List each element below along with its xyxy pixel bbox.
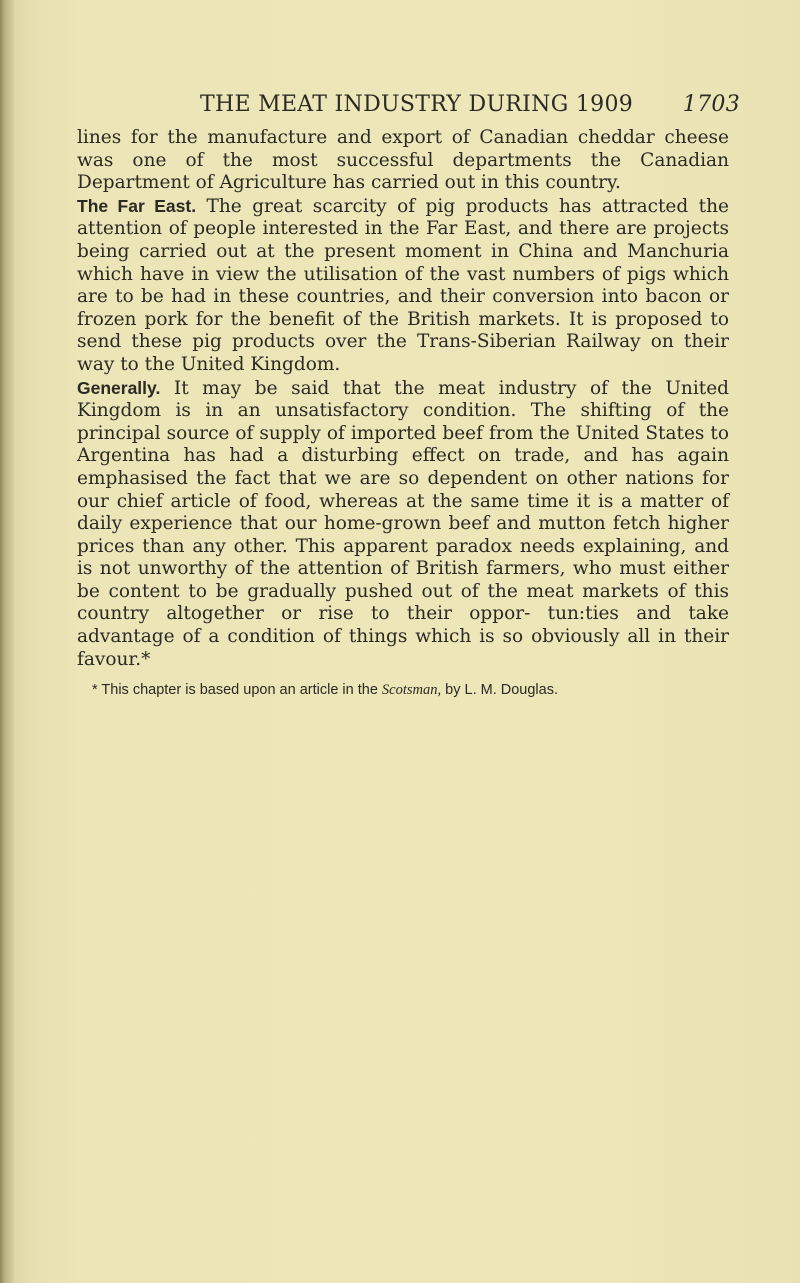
paragraph-text: The great scarcity of pig products has attracted the attention of people interested in the Far East, and there are projects being carried out at the present moment in China and Manchuria which have in view the utilisation of the vast numbers of pigs which are to be had in these countries, and their conversion into bacon or frozen pork for the benefit of the British markets. It is proposed to send these pig products over the Trans-Siberian Railway on their way to the United Kingdom. xyxy=(77,195,729,375)
footnote-source: Scotsman, xyxy=(381,682,442,698)
running-header xyxy=(200,92,740,124)
paragraph-generally xyxy=(77,377,729,672)
paragraph-continuation xyxy=(77,127,729,195)
page-spine-edge xyxy=(0,0,14,1283)
body-text xyxy=(77,127,729,671)
footnote-suffix: by L. M. Douglas. xyxy=(445,682,558,698)
paragraph-far-east xyxy=(77,195,729,377)
footnote xyxy=(92,681,752,699)
section-heading-generally: Generally. xyxy=(77,377,161,398)
paragraph-text: It may be said that the meat industry of the United Kingdom is in an unsatisfactory condition. The shifting of the principal source of supply of imported beef from the United States to Argentina has had a disturbing effect on trade, and has again emphasised the fact that we are so dependent on other nations for our chief article of food, whereas at the same time it is a matter of daily experience that our home-grown beef and mutton fetch higher prices than any other. This apparent paradox needs explaining, and is not unworthy of the attention of British farmers, who must either be content to be gradually pushed out of the meat markets of this country altogether or rise to their oppor- tun:ties and take advantage of a condition of things which is so obviously all in their favour.* xyxy=(77,377,729,670)
page-number: 1703 xyxy=(682,92,740,117)
section-heading-far-east: The Far East. xyxy=(77,195,197,216)
paragraph-text: lines for the manufacture and export of Canadian cheddar cheese was one of the most successful departments the Canadian Department of Agriculture has carried out in this country. xyxy=(77,127,729,194)
running-title: THE MEAT INDUSTRY DURING 1909 xyxy=(200,92,634,117)
footnote-prefix: * This chapter is based upon an article in the xyxy=(92,682,378,698)
